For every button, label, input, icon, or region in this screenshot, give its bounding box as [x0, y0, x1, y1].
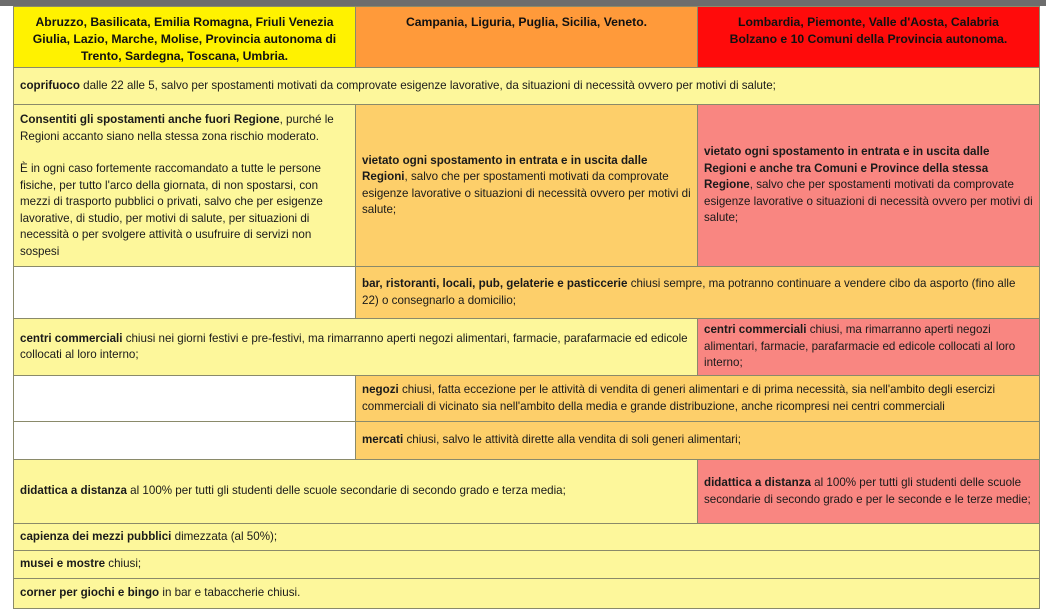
- games-cell: [14, 579, 1040, 609]
- shops-empty-cell: [14, 376, 356, 422]
- bars-empty-cell: [14, 267, 356, 319]
- shops-row: [14, 376, 1040, 422]
- bars-title: bar, ristoranti, locali, pub, gelaterie e pasticcerie: [362, 277, 628, 290]
- school-row: [14, 460, 1040, 524]
- games-title: corner per giochi e bingo: [20, 586, 160, 600]
- school-title: didattica a distanza: [20, 484, 127, 498]
- museums-title: musei e mostre: [20, 557, 106, 571]
- movement-yellow-text: , purché le Regioni accanto siano nella stessa zona rischio moderato.: [20, 113, 334, 143]
- games-text: in bar e tabaccherie chiusi.: [159, 586, 301, 600]
- shops-title: negozi: [362, 383, 399, 396]
- shops-text: chiusi, fatta eccezione per le attività di vendita di generi alimentari e di prima necessità, sia nell'ambito degli esercizi commerciali di vicinato sia nell'ambito della media e grande distribuzione, anche ricompresi nei centri commerciali: [362, 383, 996, 413]
- movement-orange-text: , salvo che per spostamenti motivati da comprovate esigenze lavorative o situazioni di necessità ovvero per motivi di salute;: [362, 170, 691, 216]
- malls-text: chiusi nei giorni festivi e pre-festivi, ma rimarranno aperti negozi alimentari, farmacie, parafarmacie ed edicole collocati al loro interno;: [20, 331, 688, 361]
- malls-red-title: centri commerciali: [704, 323, 807, 337]
- shops-cell: [356, 376, 1040, 422]
- yellow-zone-header: Abruzzo, Basilicata, Emilia Romagna, Friuli Venezia Giulia, Lazio, Marche, Molise, Provincia autonoma di Trento, Sardegna, Toscana, Umbria.: [14, 7, 356, 68]
- curfew-text: dalle 22 alle 5, salvo per spostamenti motivati da comprovate esigenze lavorative, da situazioni di necessità ovvero per motivi di salute;: [79, 78, 776, 92]
- movement-orange-title: vietato ogni spostamento in entrata e in uscita dalle Regioni: [362, 153, 648, 183]
- school-red-text: al 100% per tutti gli studenti delle scuole secondarie di secondo grado e per le seconde e le terze medie;: [704, 476, 1031, 506]
- curfew-row: [14, 68, 1040, 105]
- school-text: al 100% per tutti gli studenti delle scuole secondarie di secondo grado e terza media;: [126, 484, 566, 498]
- transport-text: dimezzata (al 50%);: [171, 529, 278, 543]
- orange-zone-header: Campania, Liguria, Puglia, Sicilia, Veneto.: [356, 7, 698, 68]
- movement-red-cell: [698, 105, 1040, 267]
- bars-text: chiusi sempre, ma potranno continuare a vendere cibo da asporto (fino alle 22) o consegnarlo a domicilio;: [362, 277, 1016, 307]
- movement-orange-cell: [356, 105, 698, 267]
- malls-red-cell: [698, 319, 1040, 376]
- markets-title: mercati: [362, 433, 404, 447]
- markets-text: chiusi, salvo le attività dirette alla vendita di soli generi alimentari;: [403, 433, 741, 447]
- movement-yellow-recommendation: È in ogni caso fortemente raccomandato a tutte le persone fisiche, per tutto l'arco della giornata, di non spostarsi, con mezzi di trasporto pubblici o privati, salvo che per esigenze lavorative, di studio, per motivi di salute, per situazioni di necessità o per svolgere attività o usufruire di servizi non sospesi: [20, 162, 323, 258]
- museums-row: [14, 551, 1040, 579]
- school-red-cell: [698, 460, 1040, 524]
- malls-row: [14, 319, 1040, 376]
- museums-cell: [14, 551, 1040, 579]
- markets-cell: [356, 422, 1040, 460]
- school-cell: [14, 460, 698, 524]
- transport-row: [14, 524, 1040, 551]
- transport-cell: [14, 524, 1040, 551]
- malls-cell: [14, 319, 698, 376]
- header-row: [14, 7, 1040, 68]
- malls-title: centri commerciali: [20, 331, 123, 345]
- malls-red-text: chiusi, ma rimarranno aperti negozi alimentari, farmacie, parafarmacie ed edicole collocati al loro interno;: [704, 323, 1016, 370]
- movement-yellow-cell: [14, 105, 356, 267]
- zone-rules-table: [13, 6, 1040, 609]
- red-zone-header-line1: Lombardia, Piemonte, Valle d'Aosta, Calabria: [738, 15, 999, 29]
- red-zone-header-line2: Bolzano e 10 Comuni della Provincia autonoma.: [729, 32, 1008, 46]
- movement-row: [14, 105, 1040, 267]
- markets-empty-cell: [14, 422, 356, 460]
- games-row: [14, 579, 1040, 609]
- curfew-cell: [14, 68, 1040, 105]
- museums-text: chiusi;: [105, 557, 142, 571]
- movement-red-text: , salvo che per spostamenti motivati da comprovate esigenze lavorative o situazioni di necessità ovvero per motivi di salute;: [704, 178, 1033, 225]
- red-zone-header: [698, 7, 1040, 68]
- movement-yellow-title: Consentiti gli spostamenti anche fuori Regione: [20, 113, 280, 126]
- movement-red-title: vietato ogni spostamento in entrata e in uscita dalle Regioni e anche tra Comuni e Province della stessa Regione: [704, 145, 990, 192]
- markets-row: [14, 422, 1040, 460]
- bars-row: [14, 267, 1040, 319]
- school-red-title: didattica a distanza: [704, 476, 811, 489]
- transport-title: capienza dei mezzi pubblici: [20, 529, 172, 543]
- curfew-title: coprifuoco: [20, 78, 80, 92]
- bars-cell: [356, 267, 1040, 319]
